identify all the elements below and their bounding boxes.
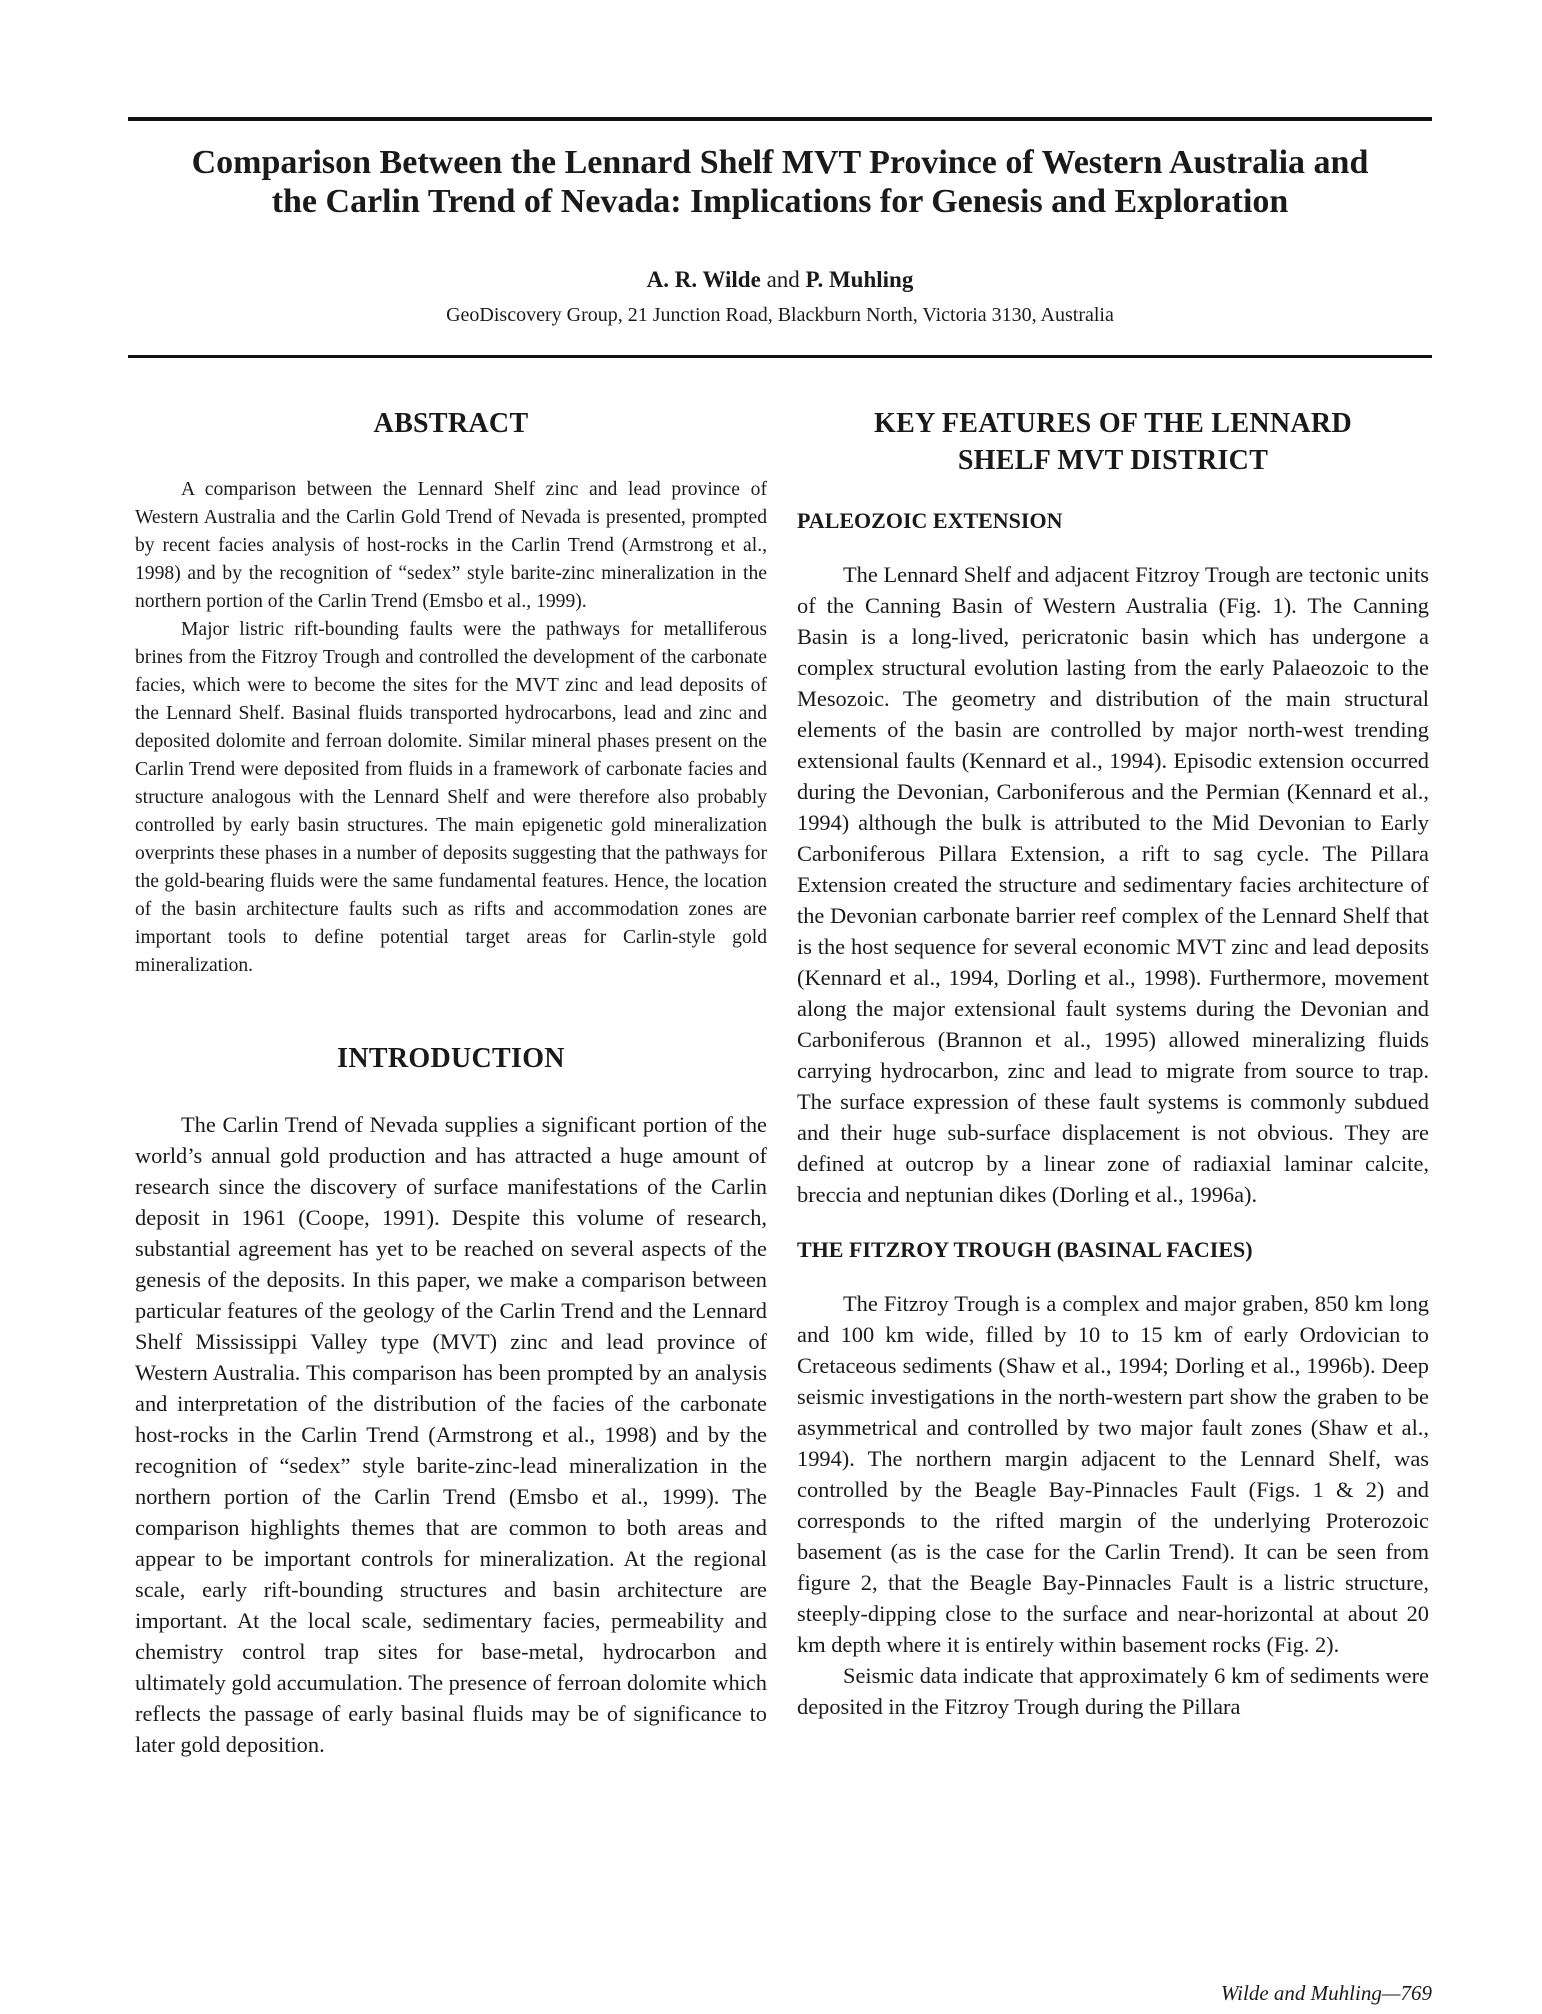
key-features-heading-line-1: KEY FEATURES OF THE LENNARD <box>874 408 1352 439</box>
left-column <box>135 405 767 1760</box>
paleozoic-extension-heading: PALEOZOIC EXTENSION <box>797 508 1063 533</box>
key-features-heading-line-2: SHELF MVT DISTRICT <box>957 445 1269 476</box>
title-line-1: Comparison Between the Lennard Shelf MVT Province of Western Australia and <box>191 144 1369 181</box>
paper-title <box>128 143 1432 221</box>
author-line <box>128 266 1432 294</box>
introduction-body <box>135 1109 767 1760</box>
abstract-paragraph-1: A comparison between the Lennard Shelf zinc and lead province of Western Australia and the Carlin Gold Trend of Nevada is presented, prompted by recent facies analysis of host-rocks in the Carlin Trend (Armstrong et al., 1998) and by the recognition of “sedex” style barite-zinc mineralization in the northern portion of the Carlin Trend (Emsbo et al., 1999). <box>135 479 767 612</box>
paleozoic-paragraph-1: The Lennard Shelf and adjacent Fitzroy Trough are tectonic units of the Canning Basin of Western Australia (Fig. 1). The Canning Basin is a long-lived, pericratonic basin which has undergone a complex structural evolution lasting from the early Palaeozoic to the Mesozoic. The geometry and distribution of the main structural elements of the basin are controlled by major north-west trending extensional faults (Kennard et al., 1994). Episodic extension occurred during the Devonian, Carboniferous and the Permian (Kennard et al., 1994) although the bulk is attributed to the Mid Devonian to Early Carboniferous Pillara Extension, a rift to sag cycle. The Pillara Extension created the structure and sedimentary facies architecture of the Devonian carbonate barrier reef complex of the Lennard Shelf that is the host sequence for several economic MVT zinc and lead deposits (Kennard et al., 1994, Dorling et al., 1998). Furthermore, movement along the major extensional fault systems during the Devonian and Carboniferous (Brannon et al., 1995) allowed mineralizing fluids carrying hydrocarbon, zinc and lead to migrate from source to trap. The surface expression of these fault systems is commonly subdued and their huge sub-surface displacement is not obvious. They are defined at outcrop by a linear zone of radiaxial laminar calcite, breccia and neptunian dikes (Dorling et al., 1996a). <box>797 562 1429 1207</box>
abstract-heading: ABSTRACT <box>373 408 529 439</box>
right-column <box>797 405 1429 1722</box>
fitzroy-trough-body <box>797 1288 1429 1722</box>
title-line-2: the Carlin Trend of Nevada: Implications for Genesis and Exploration <box>271 183 1289 220</box>
fitzroy-paragraph-1: The Fitzroy Trough is a complex and major graben, 850 km long and 100 km wide, filled by 10 to 15 km of early Ordovician to Cretaceous sediments (Shaw et al., 1994; Dorling et al., 1996b). Deep seismic investigations in the north-western part show the graben to be asymmetrical and controlled by two major fault zones (Shaw et al., 1994). The northern margin adjacent to the Lennard Shelf, was controlled by the Beagle Bay-Pinnacles Fault (Figs. 1 & 2) and corresponds to the rifted margin of the underlying Proterozoic basement (as is the case for the Carlin Trend). It can be seen from figure 2, that the Beagle Bay-Pinnacles Fault is a listric structure, steeply-dipping close to the surface and near-horizontal at about 20 km depth where it is entirely within basement rocks (Fig. 2). <box>797 1291 1429 1657</box>
abstract-body <box>135 476 767 980</box>
fitzroy-trough-heading: THE FITZROY TROUGH (BASINAL FACIES) <box>797 1237 1253 1262</box>
paleozoic-extension-body <box>797 559 1429 1210</box>
author-1: A. R. Wilde <box>646 267 761 292</box>
page-footer: Wilde and Muhling—769 <box>1220 1981 1432 2005</box>
introduction-heading: INTRODUCTION <box>337 1043 565 1074</box>
author-joiner: and <box>760 267 806 292</box>
introduction-paragraph-1: The Carlin Trend of Nevada supplies a significant portion of the world’s annual gold production and has attracted a huge amount of research since the discovery of surface manifestations of the Carlin deposit in 1961 (Coope, 1991). Despite this volume of research, substantial agreement has yet to be reached on several aspects of the genesis of the deposits. In this paper, we make a comparison between particular features of the geology of the Carlin Trend and the Lennard Shelf Mississippi Valley type (MVT) zinc and lead province of Western Australia. This comparison has been prompted by an analysis and interpretation of the distribution of the facies of the carbonate host-rocks in the Carlin Trend (Armstrong et al., 1998) and by the recognition of “sedex” style barite-zinc-lead mineralization in the northern portion of the Carlin Trend (Emsbo et al., 1999). The comparison highlights themes that are common to both areas and appear to be important controls for mineralization. At the regional scale, early rift-bounding structures and basin architecture are important. At the local scale, sedimentary facies, permeability and chemistry control trap sites for base-metal, hydrocarbon and ultimately gold accumulation. The presence of ferroan dolomite which reflects the passage of early basinal fluids may be of significance to later gold deposition. <box>135 1112 767 1757</box>
author-2: P. Muhling <box>805 267 914 292</box>
abstract-paragraph-2: Major listric rift-bounding faults were the pathways for metalliferous brines from the Fitzroy Trough and controlled the development of the carbonate facies, which were to become the sites for the MVT zinc and lead deposits of the Lennard Shelf. Basinal fluids transported hydrocarbons, lead and zinc and deposited dolomite and ferroan dolomite. Similar mineral phases present on the Carlin Trend were deposited from fluids in a framework of carbonate facies and structure analogous with the Lennard Shelf and were therefore also probably controlled by early basin structures. The main epigenetic gold mineralization overprints these phases in a number of deposits suggesting that the pathways for the gold-bearing fluids were the same fundamental features. Hence, the location of the basin architecture faults such as rifts and accommodation zones are important tools to define potential target areas for Carlin-style gold mineralization. <box>135 619 767 976</box>
fitzroy-paragraph-2: Seismic data indicate that approximately 6 km of sediments were deposited in the Fitzroy Trough during the Pillara <box>797 1663 1429 1719</box>
header-bottom-rule <box>128 355 1432 358</box>
affiliation: GeoDiscovery Group, 21 Junction Road, Blackburn North, Victoria 3130, Australia <box>446 304 1114 326</box>
key-features-heading <box>797 405 1429 479</box>
top-rule <box>128 117 1432 121</box>
